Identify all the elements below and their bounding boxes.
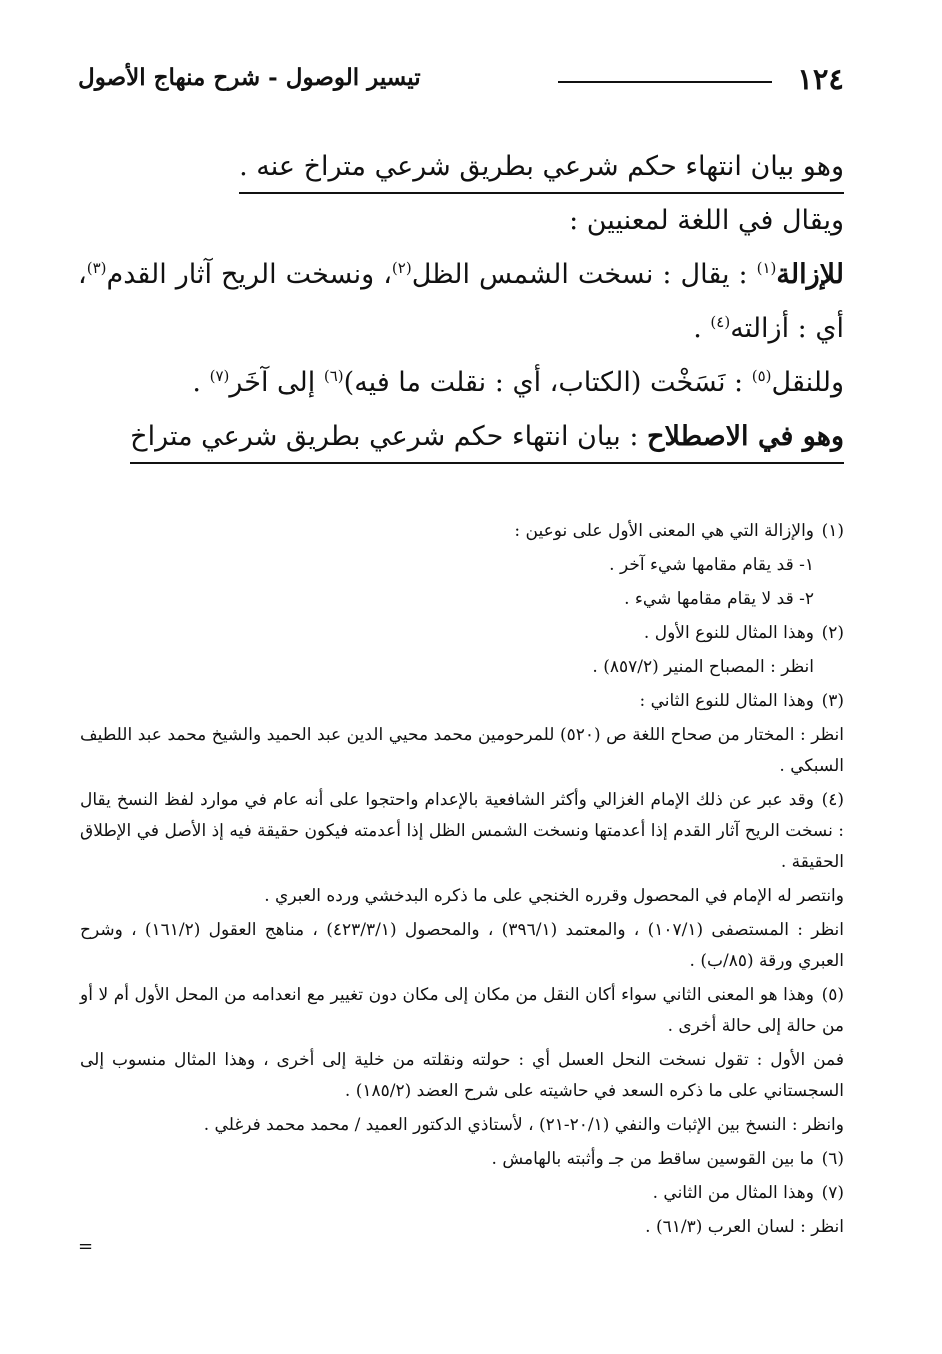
linguistic-intro-text: ويقال في اللغة لمعنيين : <box>569 205 844 236</box>
header-rule <box>558 81 772 83</box>
footnote-1-item-a: ١- قد يقام مقامها شيء آخر . <box>609 555 814 575</box>
footnote-5-reference: وانظر : النسخ بين الإثبات والنفي (٢٠/١-٢١) ، لأستاذي الدكتور العميد / محمد محمد فرغلي . <box>203 1115 844 1135</box>
footnote-number: (٢) <box>821 623 844 643</box>
footnote-text: وهذا المثال للنوع الثاني : <box>639 691 814 711</box>
page-header <box>78 62 844 102</box>
footnote-6 <box>80 1144 844 1175</box>
technical-definition <box>78 410 844 464</box>
footnote-text: ما بين القوسين ساقط من جـ وأثبته بالهامش . <box>491 1149 814 1169</box>
transfer-meaning <box>78 356 844 410</box>
footnote-text: والإزالة التي هي المعنى الأول على نوعين : <box>514 521 814 541</box>
removal-text-3: ، أي : أزالته <box>78 259 844 344</box>
removal-text-4: . <box>693 313 711 344</box>
removal-text-1: : يقال : نسخت الشمس الظل <box>411 259 757 290</box>
footnote-1-item-b: ٢- قد لا يقام مقامها شيء . <box>624 589 814 609</box>
footnote-mark-7: (٧) <box>209 367 230 385</box>
footnote-text: وقد عبر عن ذلك الإمام الغزالي وأكثر الشافعية بالإعدام واحتجوا على أنه عام في موارد لفظ النسخ يقال : نسخت الريح آثار القدم إذا أعدمتها ونسخت الشمس الظل إذا أعدمته فيكون حقيقة فيه إذ الأصل في الإطلاق الحقيقة . <box>80 790 844 872</box>
page-number: ١٢٤ <box>797 62 844 96</box>
running-title: تيسير الوصول - شرح منهاج الأصول <box>78 64 421 91</box>
footnote-4-continuation: وانتصر له الإمام في المحصول وقرره الخنجي على ما ذكره البدخشي ورده العبري . <box>264 886 844 906</box>
footnote-text: وهذا المثال للنوع الأول . <box>643 623 814 643</box>
footnote-number: (٥) <box>821 985 844 1005</box>
footnote-mark-5: (٥) <box>751 367 772 385</box>
footnote-1 <box>80 516 844 547</box>
technical-underlined <box>130 416 844 464</box>
footnote-number: (٤) <box>821 790 844 810</box>
footnote-number: (٧) <box>821 1183 844 1203</box>
footnote-text: وهذا المثال من الثاني . <box>652 1183 814 1203</box>
main-text <box>78 140 844 464</box>
removal-term: للإزالة <box>776 259 844 290</box>
transfer-text-3: . <box>192 367 210 398</box>
footnote-7-reference: انظر : لسان العرب (٦١/٣) . <box>645 1217 844 1237</box>
footnote-number: (٣) <box>821 691 844 711</box>
footnote-mark-1: (١) <box>756 259 777 277</box>
footnote-number: (١) <box>821 521 844 541</box>
footnote-4 <box>80 785 844 878</box>
linguistic-intro <box>78 194 844 248</box>
technical-text: : بيان انتهاء حكم شرعي بطريق شرعي متراخ <box>130 421 648 452</box>
page-continuation-mark: = <box>78 1236 94 1257</box>
footnote-7 <box>80 1178 844 1209</box>
removal-text-2: ، ونسخت الريح آثار القدم <box>106 259 392 290</box>
footnote-mark-3: (٣) <box>86 259 107 277</box>
footnote-5-continuation: فمن الأول : تقول نسخت النحل العسل أي : حولته ونقلته من خلية إلى أخرى ، وهذا المثال منسوب إلى السجستاني على ما ذكره السعد في حاشيته على شرح العضد (١٨٥/٢) . <box>80 1050 844 1101</box>
footnote-mark-2: (٢) <box>391 259 412 277</box>
technical-term: وهو في الاصطلاح <box>647 421 844 452</box>
footnote-3 <box>80 686 844 717</box>
footnote-2-reference: انظر : المصباح المنير (٨٥٧/٢) . <box>592 657 814 677</box>
footnote-text: وهذا هو المعنى الثاني سواء أكان النقل من مكان إلى مكان دون تغيير مع انعدامه من المحل الأول أم لا أو من حالة إلى حالة أخرى . <box>80 985 844 1036</box>
transfer-text-2: إلى آخَر <box>229 367 324 398</box>
definition-line <box>78 140 844 194</box>
removal-meaning <box>78 248 844 356</box>
footnote-5 <box>80 980 844 1042</box>
definition-underlined: وهو بيان انتهاء حكم شرعي بطريق شرعي متراخ عنه . <box>239 146 844 194</box>
footnote-number: (٦) <box>821 1149 844 1169</box>
footnote-3-reference: انظر : المختار من صحاح اللغة ص (٥٢٠) للمرحومين محمد محيي الدين عبد الحميد والشيخ محمد عبد اللطيف السبكي . <box>80 725 845 776</box>
footnote-2 <box>80 618 844 649</box>
transfer-term: وللنقل <box>771 367 844 398</box>
transfer-text-1: : نَسَخْت (الكتاب، أي : نقلت ما فيه) <box>343 367 752 398</box>
footnote-mark-6: (٦) <box>323 367 344 385</box>
footnote-mark-4: (٤) <box>710 313 731 331</box>
footnote-4-reference: انظر : المستصفى (١٠٧/١) ، والمعتمد (٣٩٦/١) ، والمحصول (٤٢٣/٣/١) ، مناهج العقول (١٦١/٢) ، وشرح العبري ورقة (٨٥/ب) . <box>80 920 845 971</box>
footnotes <box>80 516 844 1246</box>
